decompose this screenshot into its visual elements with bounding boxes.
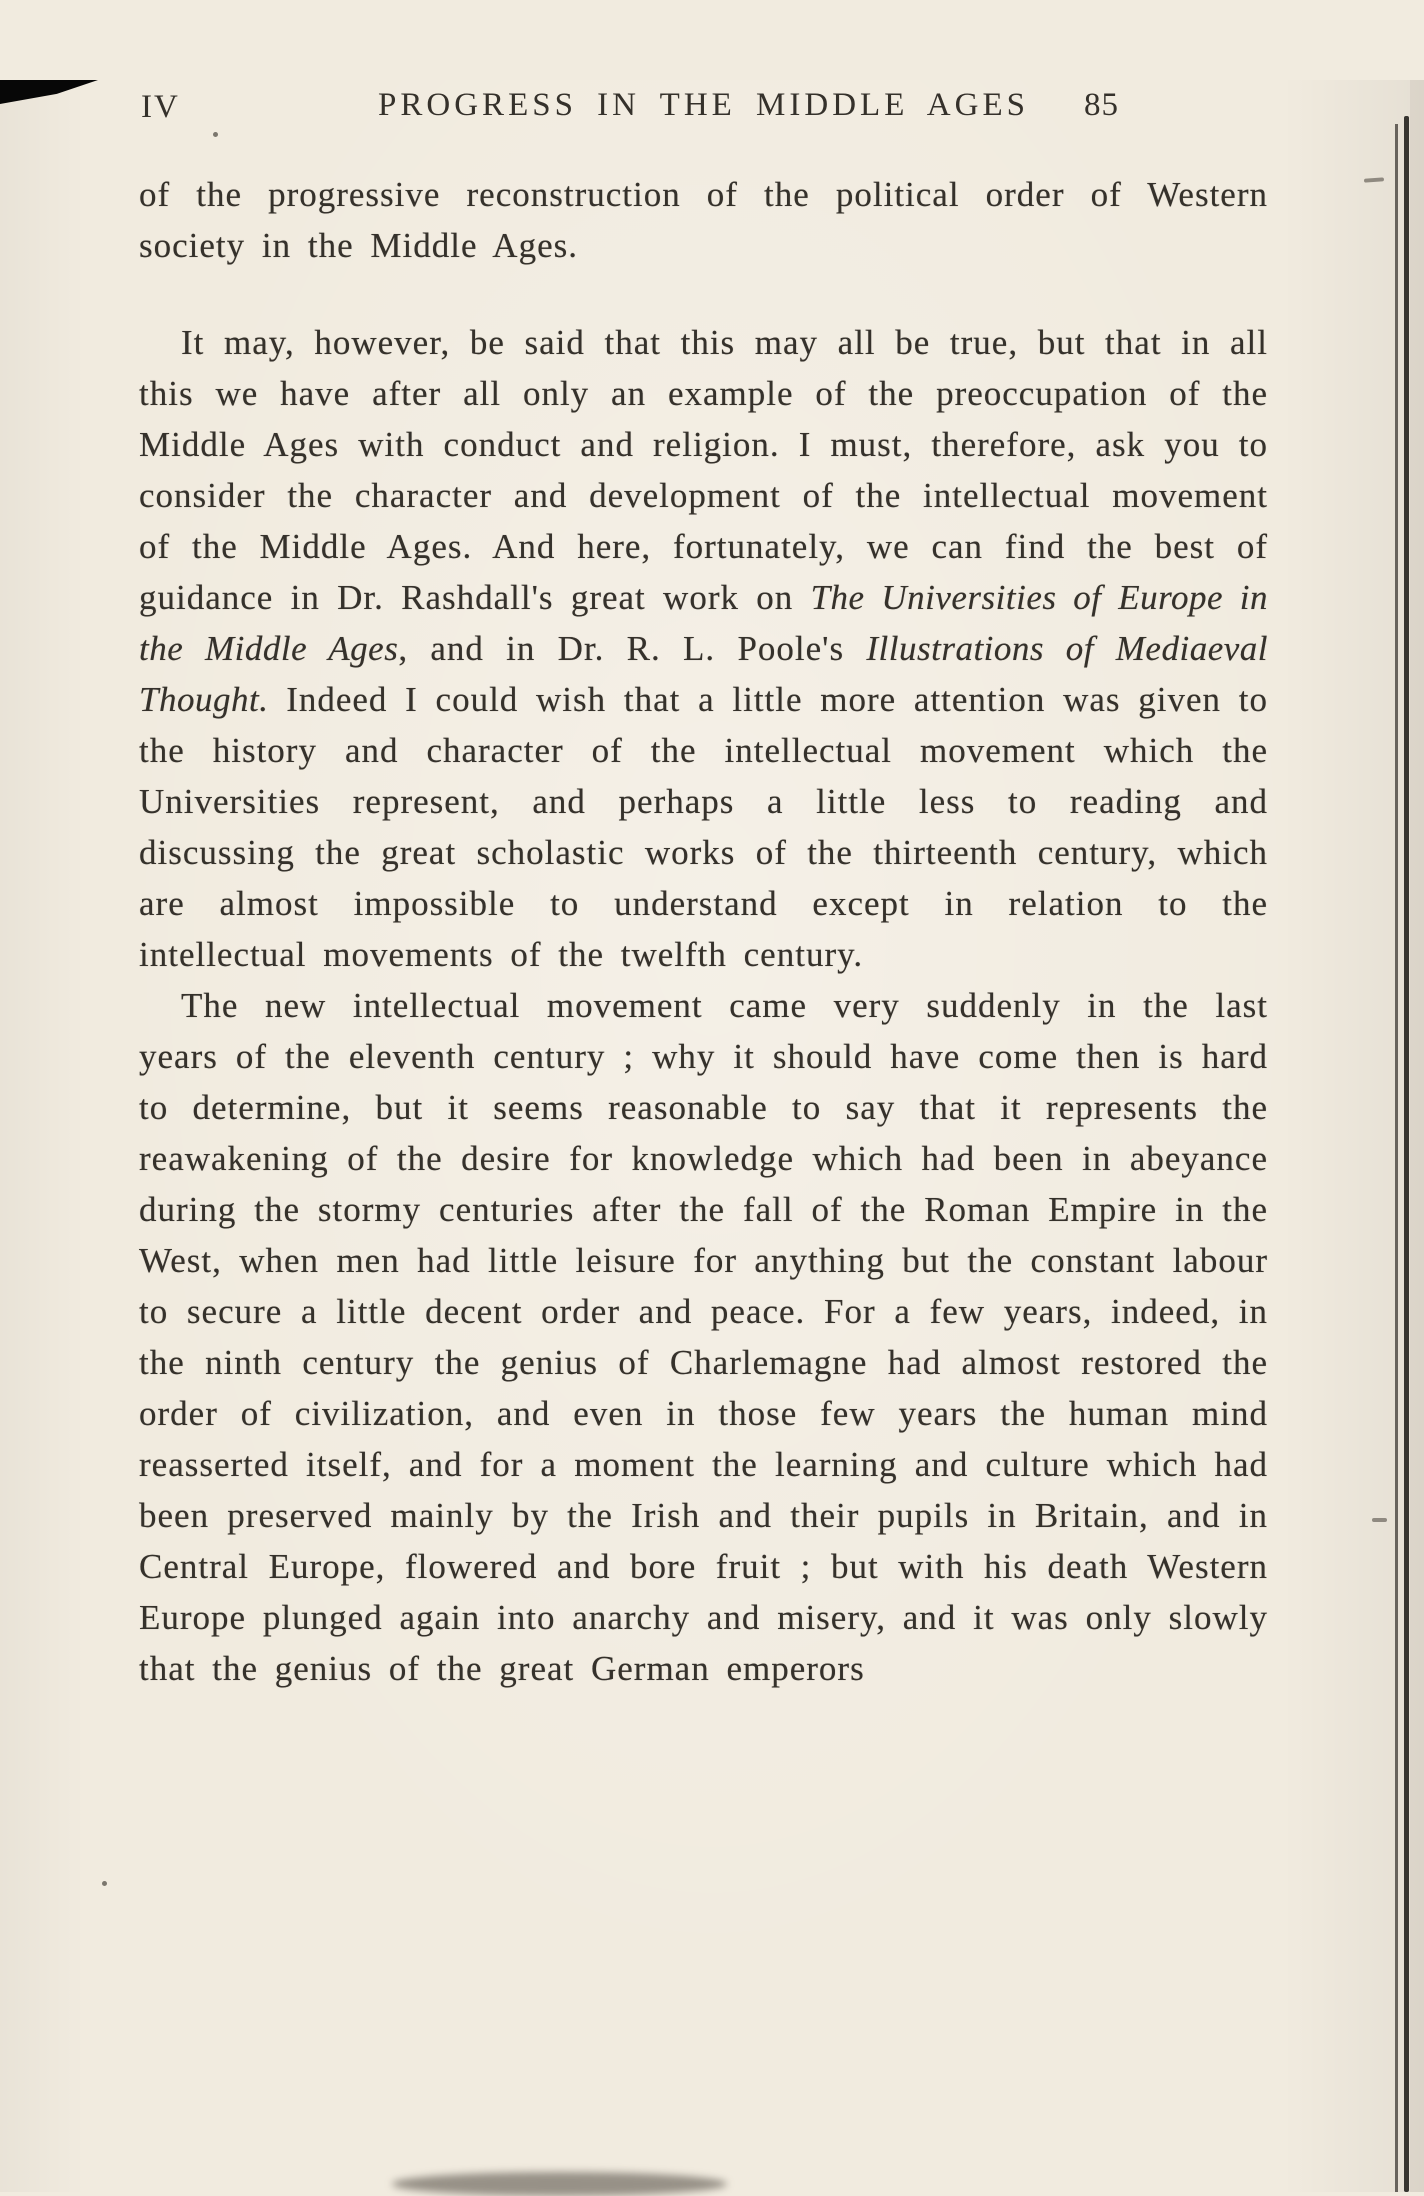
running-title: PROGRESS IN THE MIDDLE AGES bbox=[378, 87, 1029, 123]
page-edge-line-outer bbox=[1404, 116, 1409, 2192]
scan-dash-mark bbox=[1364, 177, 1384, 182]
chapter-number: IV bbox=[141, 89, 180, 125]
scan-speck bbox=[213, 132, 218, 137]
text-run: of the progressive reconstruction of the political order of Western society in the Middle Ages. bbox=[139, 175, 1268, 265]
paragraph bbox=[139, 980, 1268, 1694]
paragraph bbox=[139, 169, 1268, 271]
running-header bbox=[139, 80, 1268, 131]
page-edge-line-inner bbox=[1395, 124, 1398, 2192]
text-run: Indeed I could wish that a little more attention was given to the history and character of the intellectual movement which the Universities represent, and perhaps a little less to reading and discussing the great scholastic works of the thirteenth century, which are almost impossible to understand except in relation to the intellectual movements of the twelfth century. bbox=[139, 680, 1268, 974]
text-run: It may, however, be said that this may all be true, but that in all this we have after all only an example of the preoccupation of the Middle Ages with conduct and religion. I must, therefore, ask you to consider the character and development of the intellectual movement of the Middle Ages. And here, fortunately, we can find the best of guidance in Dr. Rashdall's great work on bbox=[139, 323, 1268, 617]
scan-speck bbox=[102, 1881, 107, 1886]
scan-dash-mark bbox=[1372, 1518, 1387, 1522]
page-number: 85 bbox=[1084, 87, 1119, 123]
italic-text-run: Illustrations of Mediaeval Thought. bbox=[139, 629, 1268, 719]
text-run: The new intellectual movement came very suddenly in the last years of the eleventh century ; why it should have come then is hard to determine, but it seems reasonable to say that it represents the reawakening of the desire for knowledge which had been in abeyance during the stormy centuries after the fall of the Roman Empire in the West, when men had little leisure for anything but the constant labour to secure a little decent order and peace. For a few years, indeed, in the ninth century the genius of Charlemagne had almost restored the order of civilization, and even in those few years the human mind reasserted itself, and for a moment the learning and culture which had been preserved mainly by the Irish and their pupils in Britain, and in Central Europe, flowered and bore fruit ; but with his death Western Europe plunged again into anarchy and misery, and it was only slowly that the genius of the great German emperors bbox=[139, 986, 1268, 1688]
page-edge-shadow bbox=[1410, 80, 1424, 2192]
text-run: , and in Dr. R. L. Poole's bbox=[398, 629, 867, 668]
scanned-book-page bbox=[0, 80, 1424, 2192]
italic-text-run: The Universities of Europe in the Middle Ages bbox=[139, 578, 1269, 668]
paragraph bbox=[139, 317, 1268, 980]
scan-bottom-smudge bbox=[392, 2172, 727, 2196]
page-body bbox=[139, 169, 1268, 1694]
scan-corner-mark bbox=[0, 80, 98, 104]
